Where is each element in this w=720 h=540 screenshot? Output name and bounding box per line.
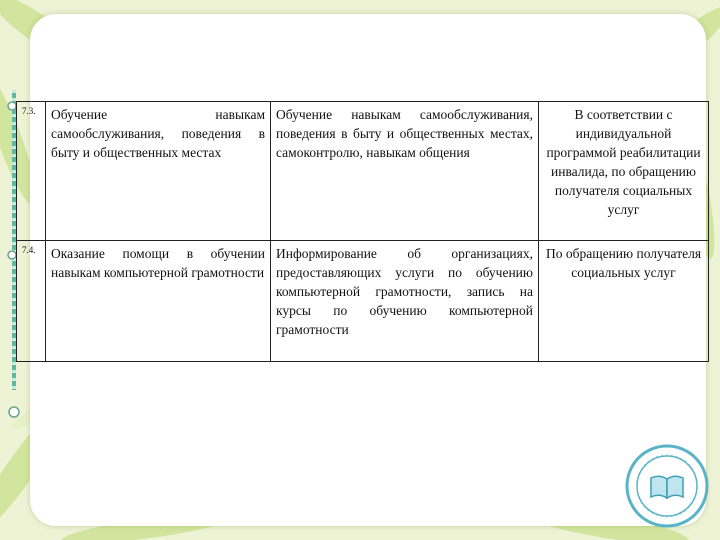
table-row [17,102,709,241]
service-name: Оказание помощи в обучении навыкам компьютерной грамотности [46,241,271,362]
service-condition: В соответствии с индивидуальной программой реабилитации инвалида, по обращению получателя социальных услуг [539,102,709,241]
service-description: Информирование об организациях, предоставляющих услуги по обучению компьютерной грамотности, запись на курсы по обучению компьютерной грамотности [271,241,539,362]
row-number: 7.3. [17,102,46,241]
emblem-logo [625,444,709,528]
row-number: 7.4. [17,241,46,362]
service-name: Обучение навыкам самообслуживания, поведения в быту и общественных местах [46,102,271,241]
service-condition: По обращению получателя социальных услуг [539,241,709,362]
open-book-icon [651,476,683,498]
services-table [16,101,709,362]
service-description: Обучение навыкам самообслуживания, поведения в быту и общественных местах, самоконтролю, навыкам общения [271,102,539,241]
table-row [17,241,709,362]
